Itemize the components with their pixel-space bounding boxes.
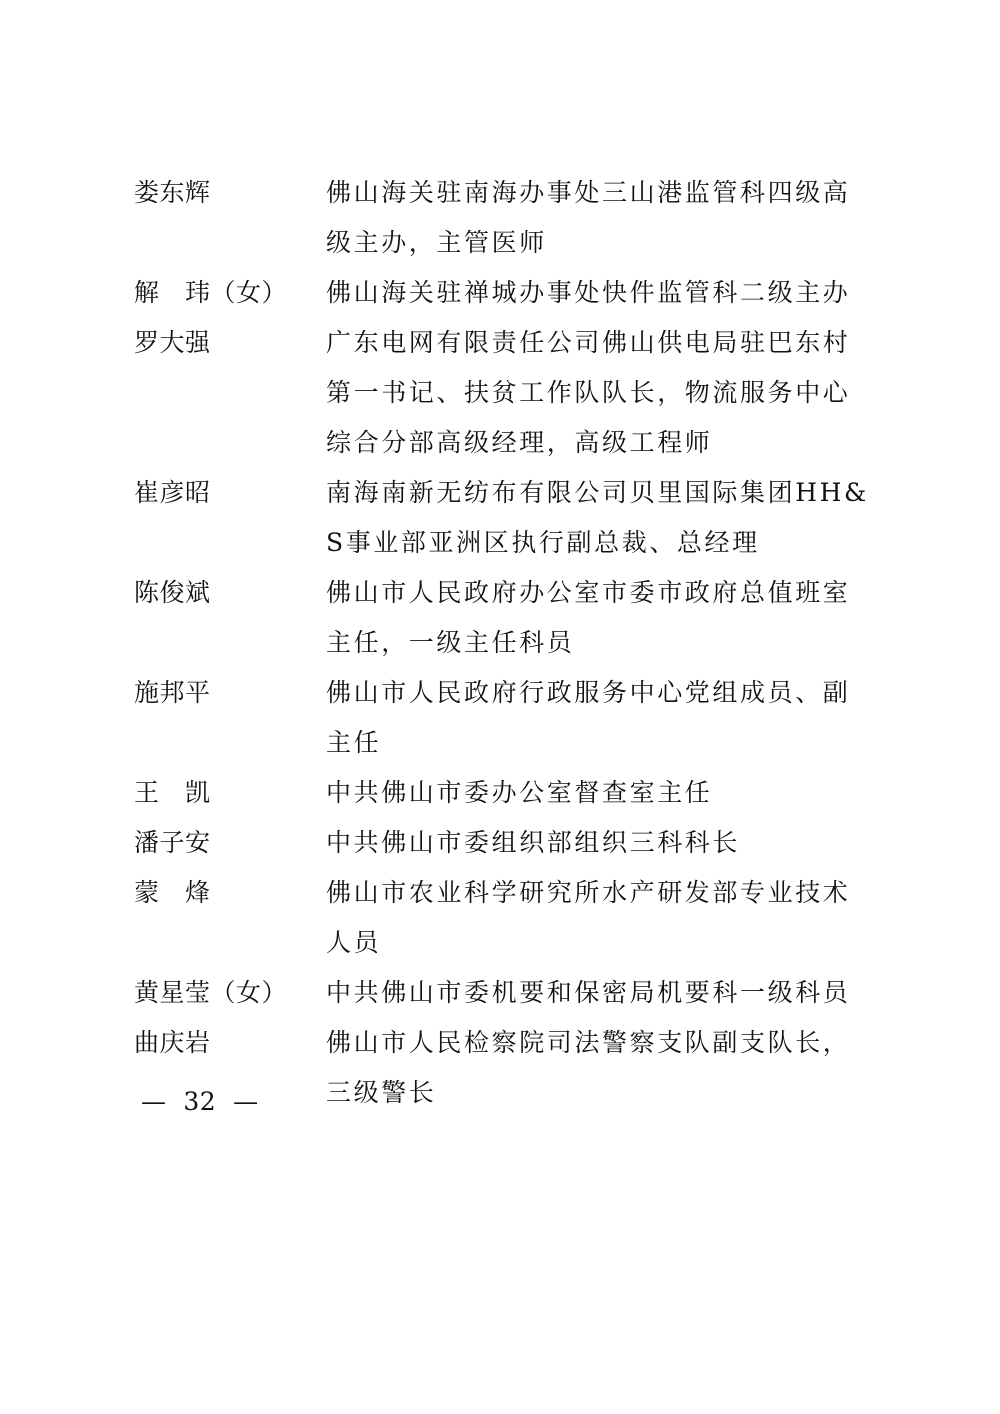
list-item [134,668,894,768]
person-name: 黄星莹（女） [134,978,288,1007]
person-title: 佛山市人民政府行政服务中心党组成员、副主任 [326,678,851,757]
list-item [134,318,894,468]
person-name: 王 凯 [134,778,211,807]
list-item [134,568,894,668]
page-number: — 32 — [141,1087,259,1116]
personnel-list [134,168,894,1118]
person-title: 佛山市人民检察院司法警察支队副支队长，三级警长 [326,1028,851,1107]
person-title: 佛山海关驻禅城办事处快件监管科二级主办 [326,278,851,307]
list-item [134,968,894,1018]
person-title: 南海南新无纺布有限公司贝里国际集团HH&S事业部亚洲区执行副总裁、总经理 [326,478,869,557]
person-title: 佛山市农业科学研究所水产研发部专业技术人员 [326,878,851,957]
person-title: 广东电网有限责任公司佛山供电局驻巴东村第一书记、扶贫工作队队长，物流服务中心综合分部高级经理，高级工程师 [326,328,851,457]
person-name: 潘子安 [134,828,211,857]
person-name: 崔彦昭 [134,478,211,507]
list-item [134,168,894,268]
person-title: 中共佛山市委组织部组织三科科长 [326,828,741,857]
list-item [134,768,894,818]
person-name: 曲庆岩 [134,1028,211,1057]
page-footer [0,1082,1000,1122]
person-name: 陈俊斌 [134,578,211,607]
person-title: 中共佛山市委办公室督查室主任 [326,778,713,807]
person-name: 解 玮（女） [134,278,288,307]
list-item [134,268,894,318]
list-item [134,468,894,568]
person-title: 中共佛山市委机要和保密局机要科一级科员 [326,978,851,1007]
person-name: 娄东辉 [134,178,211,207]
person-name: 施邦平 [134,678,211,707]
person-title: 佛山海关驻南海办事处三山港监管科四级高级主办，主管医师 [326,178,851,257]
person-name: 罗大强 [134,328,211,357]
list-item [134,818,894,868]
person-name: 蒙 烽 [134,878,211,907]
person-title: 佛山市人民政府办公室市委市政府总值班室主任，一级主任科员 [326,578,851,657]
list-item [134,868,894,968]
